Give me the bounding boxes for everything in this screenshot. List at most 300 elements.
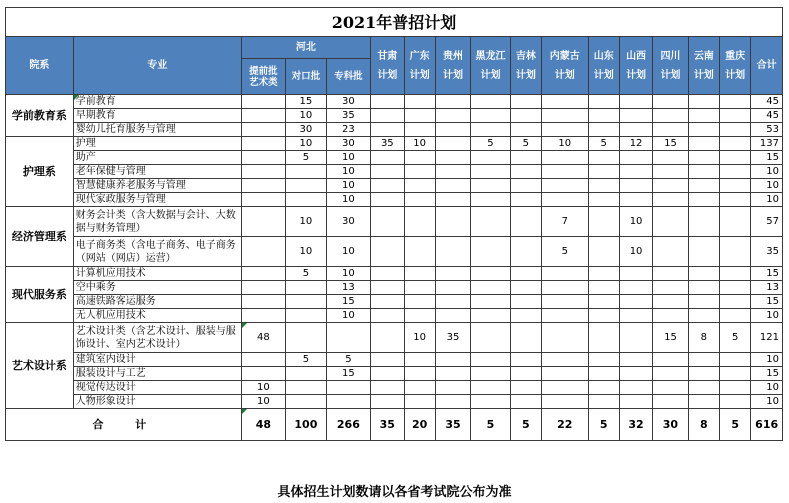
value-cell: 35	[371, 137, 404, 151]
value-cell	[371, 309, 404, 323]
value-cell	[542, 165, 589, 179]
value-cell	[588, 207, 619, 237]
value-cell	[588, 309, 619, 323]
value-cell: 10	[286, 237, 326, 267]
value-cell	[619, 95, 652, 109]
totals-value-cell: 48	[241, 409, 286, 441]
value-cell	[510, 381, 541, 395]
table-row	[6, 179, 783, 193]
value-cell	[286, 193, 326, 207]
value-cell: 7	[542, 207, 589, 237]
row-total-cell: 10	[751, 179, 783, 193]
value-cell	[653, 353, 688, 367]
value-cell	[588, 193, 619, 207]
value-cell	[510, 123, 541, 137]
header-hebei-early-art: 提前批 艺术类	[241, 59, 286, 95]
value-cell	[241, 95, 286, 109]
value-cell	[688, 281, 719, 295]
value-cell	[371, 295, 404, 309]
value-cell	[471, 323, 510, 353]
value-cell	[241, 353, 286, 367]
totals-value-cell: 100	[286, 409, 326, 441]
value-cell	[510, 395, 541, 409]
value-cell: 5	[542, 237, 589, 267]
value-cell	[371, 95, 404, 109]
dept-cell: 现代服务系	[6, 267, 74, 323]
table-row	[6, 237, 783, 267]
value-cell	[619, 179, 652, 193]
value-cell	[326, 381, 371, 395]
value-cell	[404, 193, 435, 207]
table-title: 2021年普招计划	[6, 8, 783, 37]
value-cell	[326, 395, 371, 409]
totals-value-cell: 5	[471, 409, 510, 441]
value-cell	[241, 267, 286, 281]
footer-note: 具体招生计划数请以各省考试院公布为准	[277, 485, 512, 500]
value-cell	[404, 353, 435, 367]
value-cell	[719, 193, 750, 207]
value-cell	[588, 95, 619, 109]
value-cell	[404, 165, 435, 179]
value-cell	[510, 281, 541, 295]
value-cell	[510, 309, 541, 323]
table-row	[6, 309, 783, 323]
totals-value-cell: 5	[510, 409, 541, 441]
header-hebei-junior-college: 专科批	[326, 59, 371, 95]
value-cell	[510, 151, 541, 165]
value-cell	[471, 353, 510, 367]
value-cell	[371, 353, 404, 367]
header-province-guizhou: 贵州 计划	[435, 37, 470, 95]
value-cell	[371, 207, 404, 237]
value-cell	[241, 295, 286, 309]
value-cell	[435, 151, 470, 165]
value-cell	[435, 123, 470, 137]
value-cell	[241, 367, 286, 381]
major-cell: 电子商务类（含电子商务、电子商务（网站（网店）运营）	[73, 237, 241, 267]
value-cell	[688, 137, 719, 151]
value-cell	[653, 367, 688, 381]
value-cell	[286, 295, 326, 309]
value-cell	[719, 95, 750, 109]
value-cell	[435, 193, 470, 207]
value-cell: 12	[619, 137, 652, 151]
value-cell	[688, 267, 719, 281]
value-cell: 30	[286, 123, 326, 137]
value-cell: 35	[326, 109, 371, 123]
totals-value-cell: 5	[588, 409, 619, 441]
value-cell	[688, 353, 719, 367]
value-cell	[371, 267, 404, 281]
value-cell	[404, 367, 435, 381]
value-cell	[510, 179, 541, 193]
value-cell	[241, 137, 286, 151]
value-cell	[471, 395, 510, 409]
value-cell: 30	[326, 95, 371, 109]
value-cell	[435, 109, 470, 123]
value-cell	[510, 207, 541, 237]
value-cell	[719, 123, 750, 137]
value-cell	[588, 381, 619, 395]
value-cell: 30	[326, 207, 371, 237]
value-cell	[688, 309, 719, 323]
value-cell	[241, 207, 286, 237]
value-cell	[404, 281, 435, 295]
value-cell	[653, 295, 688, 309]
value-cell	[241, 123, 286, 137]
value-cell	[719, 151, 750, 165]
value-cell	[542, 367, 589, 381]
table-row	[6, 353, 783, 367]
totals-row	[6, 409, 783, 441]
value-cell	[471, 295, 510, 309]
value-cell	[688, 295, 719, 309]
table-body	[6, 95, 783, 441]
value-cell	[286, 381, 326, 395]
value-cell	[471, 381, 510, 395]
value-cell	[241, 281, 286, 295]
value-cell: 5	[510, 137, 541, 151]
value-cell	[286, 309, 326, 323]
value-cell	[435, 353, 470, 367]
table-row	[6, 323, 783, 353]
value-cell	[435, 367, 470, 381]
value-cell: 15	[653, 323, 688, 353]
value-cell	[619, 381, 652, 395]
value-cell	[719, 295, 750, 309]
value-cell	[404, 395, 435, 409]
value-cell	[653, 267, 688, 281]
value-cell	[435, 381, 470, 395]
value-cell	[435, 281, 470, 295]
table-row	[6, 95, 783, 109]
value-cell	[542, 353, 589, 367]
enrollment-plan-sheet	[5, 7, 783, 441]
value-cell	[619, 309, 652, 323]
value-cell: 5	[286, 151, 326, 165]
value-cell: 15	[326, 367, 371, 381]
value-cell: 5	[286, 353, 326, 367]
value-cell	[510, 267, 541, 281]
value-cell	[404, 207, 435, 237]
dept-cell: 学前教育系	[6, 95, 74, 137]
major-cell: 智慧健康养老服务与管理	[73, 179, 241, 193]
value-cell	[404, 95, 435, 109]
table-row	[6, 193, 783, 207]
value-cell: 10	[619, 207, 652, 237]
row-total-cell: 15	[751, 295, 783, 309]
major-cell: 婴幼儿托育服务与管理	[73, 123, 241, 137]
value-cell	[510, 367, 541, 381]
row-total-cell: 10	[751, 309, 783, 323]
value-cell	[435, 237, 470, 267]
value-cell	[688, 367, 719, 381]
value-cell	[404, 151, 435, 165]
value-cell	[619, 323, 652, 353]
value-cell	[542, 109, 589, 123]
value-cell: 10	[404, 323, 435, 353]
value-cell	[471, 95, 510, 109]
value-cell	[404, 123, 435, 137]
value-cell: 15	[286, 95, 326, 109]
totals-value-cell: 20	[404, 409, 435, 441]
value-cell	[688, 123, 719, 137]
value-cell	[371, 123, 404, 137]
value-cell	[719, 367, 750, 381]
value-cell	[619, 395, 652, 409]
value-cell	[510, 323, 541, 353]
table-row	[6, 137, 783, 151]
header-province-heilongjiang: 黑龙江 计划	[471, 37, 510, 95]
value-cell	[688, 151, 719, 165]
value-cell	[588, 179, 619, 193]
major-cell: 无人机应用技术	[73, 309, 241, 323]
value-cell: 5	[471, 137, 510, 151]
major-cell: 学前教育	[73, 95, 241, 109]
row-total-cell: 15	[751, 151, 783, 165]
value-cell	[588, 323, 619, 353]
value-cell	[542, 309, 589, 323]
header-hebei-vocational: 对口批	[286, 59, 326, 95]
header-dept: 院系	[6, 37, 74, 95]
value-cell	[286, 179, 326, 193]
row-total-cell: 15	[751, 267, 783, 281]
value-cell	[471, 309, 510, 323]
header-province-jilin: 吉林 计划	[510, 37, 541, 95]
value-cell	[588, 237, 619, 267]
value-cell: 10	[286, 207, 326, 237]
table-row	[6, 281, 783, 295]
value-cell	[588, 281, 619, 295]
totals-value-cell: 30	[653, 409, 688, 441]
enrollment-plan-table	[5, 7, 783, 441]
value-cell	[510, 95, 541, 109]
value-cell: 5	[719, 323, 750, 353]
totals-value-cell: 5	[719, 409, 750, 441]
value-cell	[404, 295, 435, 309]
value-cell	[510, 165, 541, 179]
value-cell	[471, 193, 510, 207]
value-cell	[371, 151, 404, 165]
row-total-cell: 10	[751, 395, 783, 409]
header-major: 专业	[73, 37, 241, 95]
value-cell	[719, 165, 750, 179]
value-cell	[542, 151, 589, 165]
value-cell	[719, 309, 750, 323]
value-cell: 10	[326, 309, 371, 323]
value-cell	[719, 237, 750, 267]
value-cell	[404, 109, 435, 123]
totals-label: 合 计	[6, 409, 242, 441]
value-cell	[286, 323, 326, 353]
value-cell	[404, 381, 435, 395]
value-cell	[619, 151, 652, 165]
value-cell	[542, 193, 589, 207]
row-total-cell: 10	[751, 193, 783, 207]
row-total-cell: 45	[751, 109, 783, 123]
value-cell	[542, 381, 589, 395]
value-cell	[471, 109, 510, 123]
value-cell	[371, 323, 404, 353]
major-cell: 财务会计类（含大数据与会计、大数据与财务管理）	[73, 207, 241, 237]
value-cell	[404, 179, 435, 193]
value-cell	[688, 179, 719, 193]
value-cell	[688, 193, 719, 207]
grand-total-cell: 616	[751, 409, 783, 441]
value-cell: 10	[286, 137, 326, 151]
value-cell	[719, 179, 750, 193]
value-cell	[653, 207, 688, 237]
header-province-guangdong: 广东 计划	[404, 37, 435, 95]
value-cell	[688, 395, 719, 409]
value-cell	[719, 381, 750, 395]
value-cell	[588, 367, 619, 381]
value-cell: 10	[286, 109, 326, 123]
value-cell	[653, 95, 688, 109]
value-cell	[510, 295, 541, 309]
table-row	[6, 109, 783, 123]
value-cell	[435, 179, 470, 193]
value-cell	[588, 165, 619, 179]
value-cell	[653, 281, 688, 295]
value-cell	[371, 237, 404, 267]
value-cell	[435, 165, 470, 179]
value-cell	[653, 109, 688, 123]
value-cell	[471, 281, 510, 295]
value-cell	[653, 395, 688, 409]
dept-cell: 艺术设计系	[6, 323, 74, 409]
value-cell	[471, 367, 510, 381]
value-cell	[653, 237, 688, 267]
value-cell	[542, 95, 589, 109]
value-cell: 10	[326, 151, 371, 165]
row-total-cell: 121	[751, 323, 783, 353]
value-cell	[371, 395, 404, 409]
value-cell	[471, 267, 510, 281]
major-cell: 计算机应用技术	[73, 267, 241, 281]
value-cell	[542, 295, 589, 309]
value-cell	[371, 179, 404, 193]
header-province-sichuan: 四川 计划	[653, 37, 688, 95]
value-cell: 10	[542, 137, 589, 151]
major-cell: 视觉传达设计	[73, 381, 241, 395]
value-cell	[435, 309, 470, 323]
table-row	[6, 207, 783, 237]
value-cell	[371, 109, 404, 123]
major-cell: 建筑室内设计	[73, 353, 241, 367]
value-cell	[653, 165, 688, 179]
row-total-cell: 57	[751, 207, 783, 237]
table-row	[6, 267, 783, 281]
totals-value-cell: 32	[619, 409, 652, 441]
value-cell	[435, 95, 470, 109]
value-cell: 35	[435, 323, 470, 353]
value-cell	[435, 137, 470, 151]
header-total: 合计	[751, 37, 783, 95]
major-cell: 老年保健与管理	[73, 165, 241, 179]
table-row	[6, 165, 783, 179]
value-cell: 13	[326, 281, 371, 295]
major-cell: 助产	[73, 151, 241, 165]
value-cell	[241, 165, 286, 179]
value-cell	[719, 353, 750, 367]
value-cell	[688, 165, 719, 179]
value-cell	[619, 123, 652, 137]
row-total-cell: 53	[751, 123, 783, 137]
value-cell: 10	[326, 179, 371, 193]
value-cell	[588, 295, 619, 309]
value-cell: 15	[653, 137, 688, 151]
value-cell	[241, 193, 286, 207]
value-cell	[241, 309, 286, 323]
value-cell	[619, 165, 652, 179]
row-total-cell: 10	[751, 353, 783, 367]
value-cell	[510, 109, 541, 123]
totals-value-cell: 266	[326, 409, 371, 441]
value-cell	[371, 193, 404, 207]
header-province-gansu: 甘肃 计划	[371, 37, 404, 95]
value-cell	[588, 267, 619, 281]
header-province-neimenggu: 内蒙古 计划	[542, 37, 589, 95]
value-cell	[619, 109, 652, 123]
table-row	[6, 151, 783, 165]
header-province-shandong: 山东 计划	[588, 37, 619, 95]
value-cell	[435, 267, 470, 281]
value-cell	[435, 295, 470, 309]
value-cell	[719, 207, 750, 237]
value-cell	[719, 281, 750, 295]
value-cell: 30	[326, 137, 371, 151]
totals-value-cell: 35	[435, 409, 470, 441]
value-cell	[286, 165, 326, 179]
value-cell	[653, 309, 688, 323]
value-cell	[588, 109, 619, 123]
value-cell	[542, 395, 589, 409]
value-cell	[542, 123, 589, 137]
value-cell	[510, 193, 541, 207]
table-row	[6, 367, 783, 381]
value-cell	[404, 309, 435, 323]
value-cell: 5	[286, 267, 326, 281]
row-total-cell: 45	[751, 95, 783, 109]
value-cell: 10	[326, 193, 371, 207]
value-cell	[619, 281, 652, 295]
value-cell	[588, 151, 619, 165]
value-cell	[588, 123, 619, 137]
value-cell	[619, 295, 652, 309]
major-cell: 服装设计与工艺	[73, 367, 241, 381]
value-cell	[719, 109, 750, 123]
value-cell	[286, 395, 326, 409]
row-total-cell: 13	[751, 281, 783, 295]
value-cell	[241, 179, 286, 193]
value-cell: 8	[688, 323, 719, 353]
value-cell	[286, 281, 326, 295]
value-cell: 10	[241, 381, 286, 395]
value-cell: 48	[241, 323, 286, 353]
major-cell: 高速铁路客运服务	[73, 295, 241, 309]
value-cell	[241, 109, 286, 123]
value-cell	[619, 367, 652, 381]
major-cell: 早期教育	[73, 109, 241, 123]
value-cell	[471, 237, 510, 267]
totals-value-cell: 22	[542, 409, 589, 441]
value-cell	[404, 267, 435, 281]
value-cell	[471, 151, 510, 165]
row-total-cell: 10	[751, 165, 783, 179]
value-cell	[542, 267, 589, 281]
row-total-cell: 15	[751, 367, 783, 381]
